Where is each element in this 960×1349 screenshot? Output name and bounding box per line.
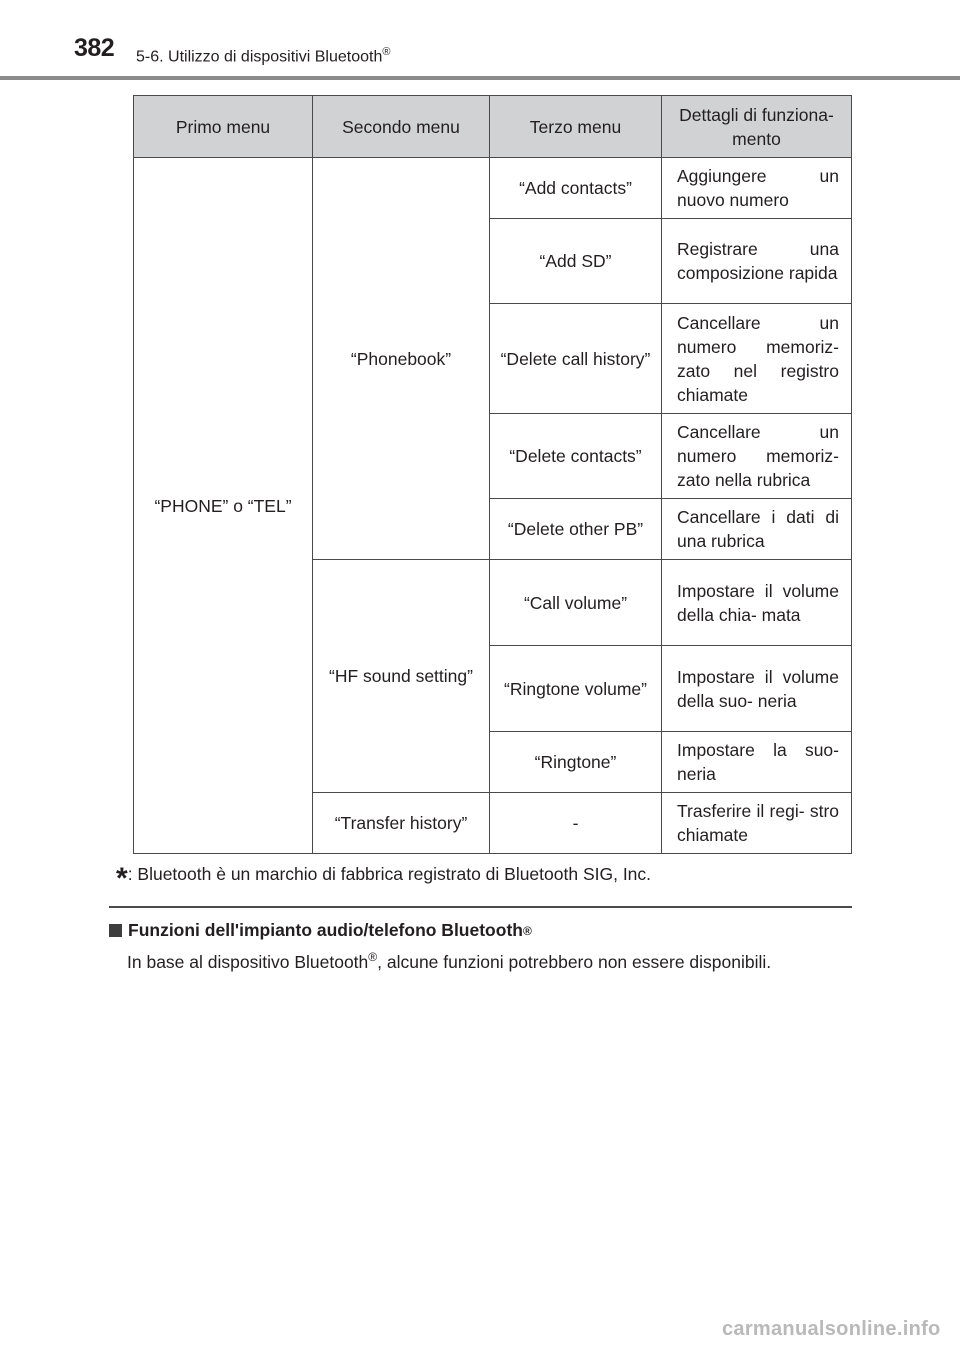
menu-table — [133, 95, 852, 854]
section-title — [136, 46, 390, 66]
second-menu-cell-phonebook: “Phonebook” — [313, 158, 490, 560]
second-menu-cell-transfer: “Transfer history” — [313, 793, 490, 854]
third-menu-cell: “Call volume” — [490, 560, 662, 646]
third-menu-cell: “Delete other PB” — [490, 499, 662, 560]
detail-cell: Trasferire il regi- stro chiamate — [662, 793, 852, 854]
footnote-text: : Bluetooth è un marchio di fabbrica registrato di Bluetooth SIG, Inc. — [127, 864, 652, 884]
detail-cell: Impostare la suo- neria — [662, 732, 852, 793]
registered-mark: ® — [522, 923, 532, 938]
detail-cell: Impostare il volume della chia- mata — [662, 560, 852, 646]
footnote-marker: * — [116, 862, 128, 895]
detail-cell: Cancellare un numero memoriz- zato nella rubrica — [662, 414, 852, 499]
body-text-before: In base al dispositivo Bluetooth — [127, 951, 369, 972]
second-menu-cell-hf-sound: “HF sound setting” — [313, 560, 490, 793]
column-header-secondo-menu: Secondo menu — [313, 96, 490, 158]
detail-cell: Cancellare un numero memoriz- zato nel registro chiamate — [662, 304, 852, 414]
column-header-dettagli: Dettagli di funziona- mento — [662, 96, 852, 158]
page-number: 382 — [74, 34, 115, 62]
third-menu-cell: “Delete call history” — [490, 304, 662, 414]
registered-mark: ® — [368, 950, 378, 964]
section-title-text: 5-6. Utilizzo di dispositivi Bluetooth — [136, 48, 383, 66]
third-menu-cell: “Add SD” — [490, 219, 662, 304]
footnote — [116, 862, 651, 896]
detail-cell: Cancellare i dati di una rubrica — [662, 499, 852, 560]
header-rule — [0, 76, 960, 80]
detail-cell: Registrare una composizione rapida — [662, 219, 852, 304]
table-header-row — [134, 96, 852, 158]
body-text — [127, 950, 771, 973]
sub-heading — [109, 920, 532, 941]
square-bullet-icon — [109, 924, 122, 937]
body-text-after: , alcune funzioni potrebbero non essere disponibili. — [377, 951, 772, 972]
detail-cell: Impostare il volume della suo- neria — [662, 646, 852, 732]
section-rule — [109, 906, 852, 908]
registered-mark: ® — [382, 46, 391, 58]
first-menu-cell: “PHONE” o “TEL” — [134, 158, 313, 854]
third-menu-cell: “Ringtone” — [490, 732, 662, 793]
third-menu-cell: “Delete contacts” — [490, 414, 662, 499]
table-row — [134, 158, 852, 219]
third-menu-cell: - — [490, 793, 662, 854]
column-header-terzo-menu: Terzo menu — [490, 96, 662, 158]
column-header-primo-menu: Primo menu — [134, 96, 313, 158]
third-menu-cell: “Ringtone volume” — [490, 646, 662, 732]
sub-heading-text: Funzioni dell'impianto audio/telefono Bluetooth — [128, 920, 523, 940]
watermark-text: carmanualsonline.info — [722, 1318, 941, 1340]
detail-cell: Aggiungere un nuovo numero — [662, 158, 852, 219]
third-menu-cell: “Add contacts” — [490, 158, 662, 219]
